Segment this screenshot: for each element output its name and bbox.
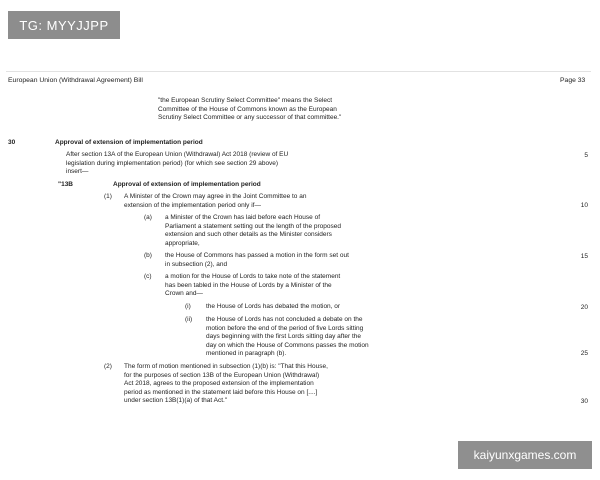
paragraph-line: Parliament a statement setting out the length of the proposed [165, 222, 341, 230]
line-number: 25 [580, 350, 588, 357]
subparagraph-line: the House of Lords has not concluded a debate on the [206, 316, 363, 323]
definition-line: Committee of the House of Commons known as the European [158, 105, 337, 113]
watermark-top-left: TG: MYYJJPP [8, 11, 120, 39]
subparagraph-line: day on which the House of Commons passes the motion [206, 341, 369, 349]
paragraph-line: in subsection (2), and [165, 260, 228, 268]
paragraph-line: appropriate, [165, 239, 200, 247]
paragraph-line: extension and such other details as the Minister considers [165, 231, 332, 238]
document-title: European Union (Withdrawal Agreement) Bill [8, 77, 143, 84]
clause-intro-line: legislation during implementation period) (for which see section 29 above) [66, 159, 279, 167]
definition-line: Scrutiny Select Committee or any successor of that committee." [158, 114, 342, 121]
subsection-line: for the purposes of section 13B of the European Union (Withdrawal) [124, 371, 320, 379]
line-number: 30 [580, 398, 588, 405]
subparagraph-number: (i) [185, 303, 191, 310]
subsection-line: period as mentioned in the statement laid before this House on [....] [124, 388, 318, 396]
subparagraph-line: days beginning with the first Lords sitting day after the [206, 333, 362, 340]
clause-intro-line: After section 13A of the European Union (Withdrawal) Act 2018 (review of EU [66, 151, 289, 158]
paragraph-number: (b) [144, 252, 152, 259]
section-heading: Approval of extension of implementation period [113, 181, 261, 188]
line-number: 5 [584, 152, 588, 159]
definition-line: "the European Scrutiny Select Committee" means the Select [158, 97, 333, 104]
paragraph-number: (c) [144, 273, 152, 280]
subparagraph-line: motion before the end of the period of five Lords sitting [206, 324, 364, 332]
line-number: 20 [580, 304, 588, 311]
subsection-line: under section 13B(1)(a) of that Act." [124, 397, 228, 404]
paragraph-line: has been tabled in the House of Lords by a Minister of the [165, 281, 332, 289]
clause-intro-line: insert— [66, 168, 89, 175]
header-divider [6, 71, 591, 72]
subparagraph-line: the House of Lords has debated the motion, or [206, 303, 341, 310]
subsection-number: (1) [104, 193, 112, 200]
watermark-bottom-right: kaiyunxgames.com [458, 441, 592, 469]
subsection-number: (2) [104, 363, 112, 370]
subsection-line: extension of the implementation period only if— [124, 201, 261, 209]
line-number: 10 [580, 202, 588, 209]
paragraph-line: a motion for the House of Lords to take note of the statement [165, 273, 341, 280]
paragraph-line: a Minister of the Crown has laid before each House of [165, 214, 321, 221]
paragraph-line: the House of Commons has passed a motion in the form set out [165, 252, 349, 259]
paragraph-line: Crown and— [165, 290, 203, 297]
page-number: Page 33 [560, 77, 586, 84]
clause-number: 30 [8, 139, 16, 146]
subsection-line: A Minister of the Crown may agree in the Joint Committee to an [124, 193, 307, 200]
clause-heading: Approval of extension of implementation period [55, 139, 203, 146]
paragraph-number: (a) [144, 214, 152, 221]
subsection-line: The form of motion mentioned in subsection (1)(b) is: "That this House, [124, 363, 328, 370]
subparagraph-line: mentioned in paragraph (b). [206, 350, 287, 357]
subsection-line: Act 2018, agrees to the proposed extension of the implementation [124, 380, 314, 387]
section-number: "13B [58, 181, 74, 188]
subparagraph-number: (ii) [185, 316, 193, 323]
line-number: 15 [580, 253, 588, 260]
